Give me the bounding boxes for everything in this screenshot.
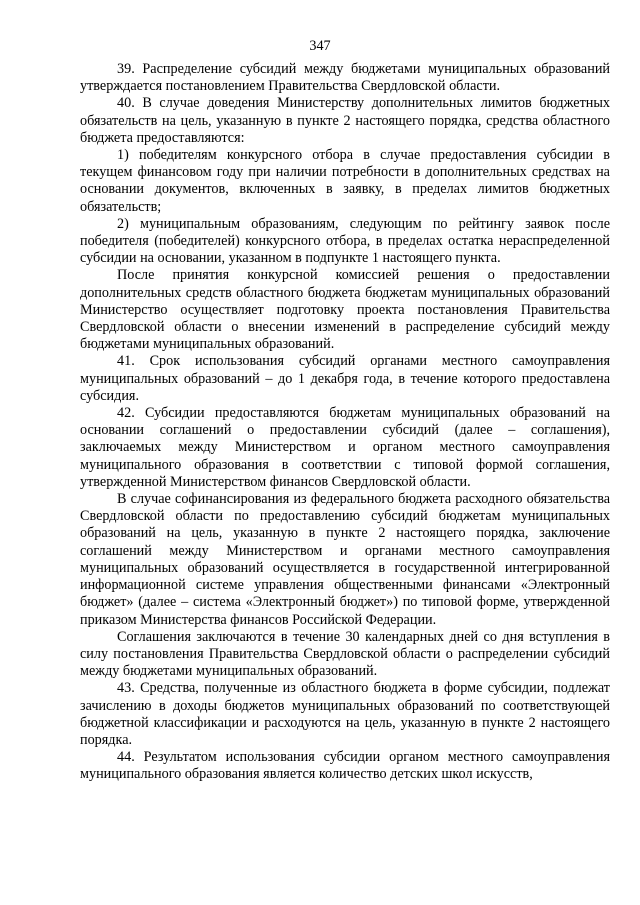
paragraph-42: 42. Субсидии предоставляются бюджетам муниципальных образований на основании соглашений о предоставлении субсидий (далее – соглашения), заключаемых между Министерством и органом местного самоуправления муниципального образования в соответствии с типовой формой соглашения, утвержденной Министерством финансов Свердловской области. (80, 405, 610, 490)
paragraph-42-cofinancing: В случае софинансирования из федерального бюджета расходного обязательства Свердловской области по предоставлению субсидий бюджетам муниципальных образований на цель, указанную в пункте 2 настоящего порядка, заключение соглашений между Министерством и органами местного самоуправления муниципальных образований осуществляется в государственной интегрированной информационной системе управления общественными финансами «Электронный бюджет» (далее – система «Электронный бюджет») по типовой форме, утвержденной приказом Министерства финансов Российской Федерации. (80, 491, 610, 628)
page-number: 347 (309, 38, 331, 54)
paragraph-41: 41. Срок использования субсидий органами местного самоуправления муниципальных образований – до 1 декабря года, в течение которого предоставлена субсидия. (80, 353, 610, 404)
paragraph-40-continuation: После принятия конкурсной комиссией решения о предоставлении дополнительных средств областного бюджета бюджетам муниципальных образований Министерство осуществляет подготовку проекта постановления Правительства Свердловской области о внесении изменений в распределение субсидий между бюджетами муниципальных образований. (80, 267, 610, 353)
paragraph-40-item-1: 1) победителям конкурсного отбора в случае предоставления субсидии в текущем финансовом году при наличии потребности в дополнительных средствах на основании документов, включенных в заявку, в пределах лимитов бюджетных обязательств; (80, 147, 610, 215)
paragraph-40-item-2: 2) муниципальным образованиям, следующим по рейтингу заявок после победителя (победителей) конкурсного отбора, в пределах остатка нераспределенной субсидии на основании, указанном в подпункте 1 настоящего пункта. (80, 215, 610, 267)
paragraph-44: 44. Результатом использования субсидии органом местного самоуправления муниципального образования является количество детских школ искусств, (80, 749, 610, 783)
paragraph-40: 40. В случае доведения Министерству дополнительных лимитов бюджетных обязательств на цель, указанную в пункте 2 настоящего порядка, средства областного бюджета предоставляются: (80, 95, 610, 146)
document-body (80, 61, 610, 784)
paragraph-42-agreements-term: Соглашения заключаются в течение 30 календарных дней со дня вступления в силу постановления Правительства Свердловской области о распределении субсидий между бюджетами муниципальных образований. (80, 628, 610, 680)
paragraph-43: 43. Средства, полученные из областного бюджета в форме субсидии, подлежат зачислению в доходы бюджетов муниципальных образований по соответствующей бюджетной классификации и расходуются на цель, указанную в пункте 2 настоящего порядка. (80, 680, 610, 748)
paragraph-39: 39. Распределение субсидий между бюджетами муниципальных образований утверждается постановлением Правительства Свердловской области. (80, 61, 610, 95)
